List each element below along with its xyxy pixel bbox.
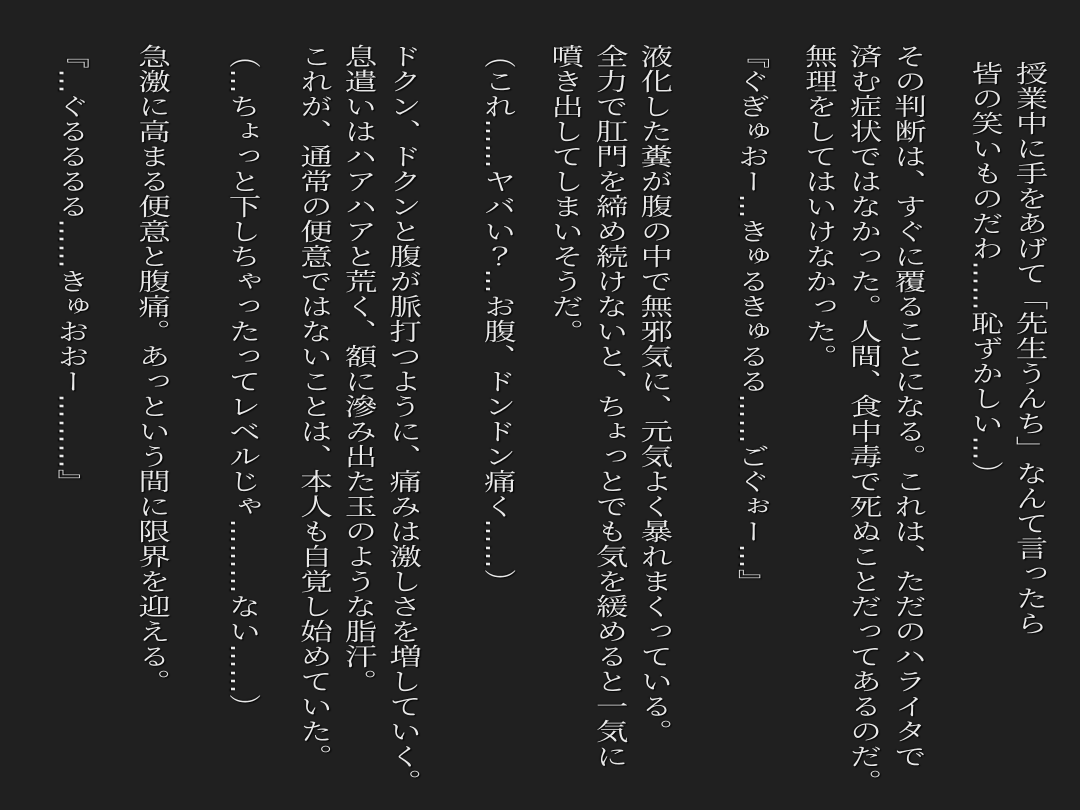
text-line: 授業中に手をあげて「先生うんち」なんて言ったら [1009,61,1048,636]
text-line: 『…ぐるるるる……きゅおおー………』 [51,44,90,494]
text-line: 液化した糞が腹の中で無邪気に、元気よく暴れまくっている。 [634,44,673,744]
text-line: これが、通常の便意ではないことは、本人も自覚し始めていた。 [294,44,333,769]
paragraph-6 [290,44,424,794]
text-line: （…ちょっと下しちゃったってレベルじゃ………ない……） [222,44,261,719]
text-line: 皆の笑いものだわ……恥ずかしい…） [965,61,1004,486]
paragraph-7-thought [219,44,264,794]
paragraph-4 [541,44,675,794]
text-line: 『ぐぎゅおー…きゅるきゅるる……ごぐぉー…』 [731,44,770,594]
text-line: 無理をしてはいけなかった。 [799,44,837,369]
text-line: 急激に高まる便意と腹痛。あっという間に限界を迎える。 [132,44,171,694]
text-line: 全力で肛門を締め続けないと、ちょっとでも気を緩めると一気に [589,44,628,769]
text-line: 息遣いはハアハアと荒く、額に滲み出た玉のような脂汗。 [338,44,377,694]
paragraph-8 [128,44,173,794]
text-line: 噴き出してしまいそうだ。 [545,44,584,344]
paragraph-3-sfx [728,44,773,794]
text-line: ドクン、ドクンと腹が脈打つように、痛みは激しさを増していく。 [383,44,422,794]
text-line: 済む症状ではなかった。人間、食中毒で死ぬことだってあるのだ。 [843,44,882,794]
text-line: その判断は、すぐに覆ることになる。これは、ただのハライタで [888,44,927,769]
paragraph-5-thought [474,44,519,794]
paragraph-1 [961,44,1050,794]
text-line: （これ……ヤバい？…お腹、ドンドン痛く……） [477,44,516,594]
paragraph-9-sfx [47,44,92,794]
paragraph-2 [795,44,929,794]
